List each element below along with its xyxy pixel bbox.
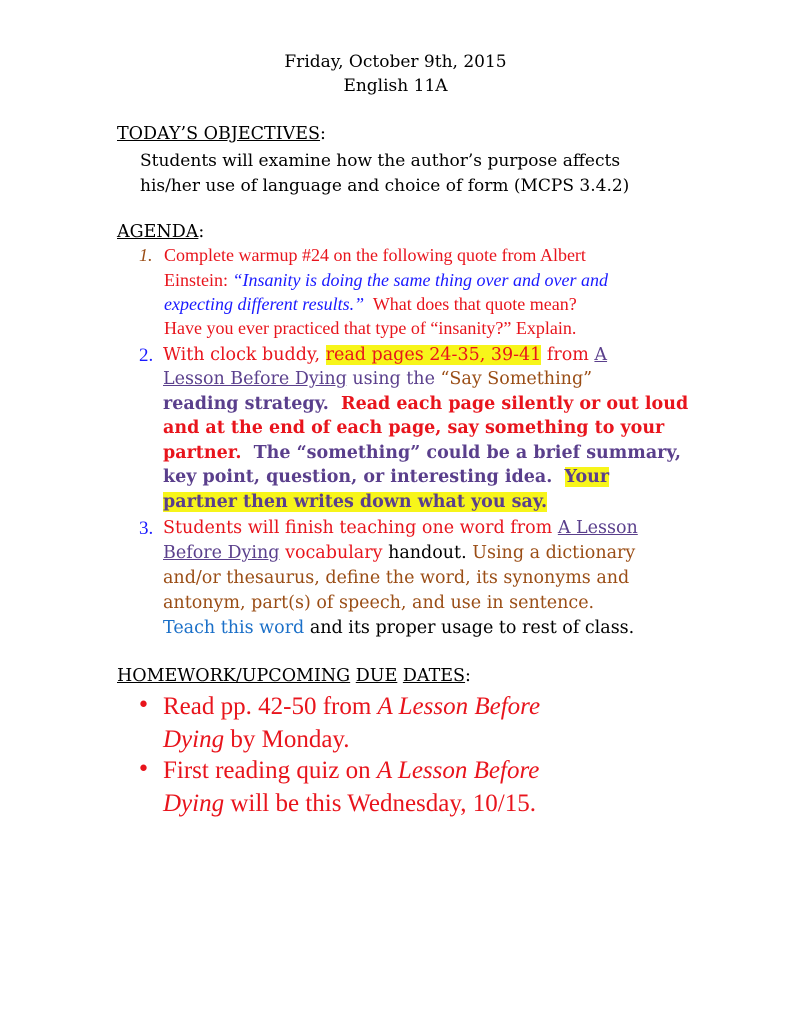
something-definition-text: The “something” could be a brief summary, (241, 443, 681, 463)
by-monday-text: by Monday. (224, 726, 350, 753)
students-finish-text: Students will finish teaching one word from (163, 518, 558, 538)
homework-heading (117, 666, 471, 686)
agenda-item-1-line-2 (164, 270, 608, 291)
reading-pages-highlight: read pages 24-35, 39-41 (325, 345, 542, 365)
book-title-hw1-b: Dying (163, 726, 225, 753)
agenda-item-2-line-5 (163, 443, 681, 463)
book-title-hw1-a: A Lesson Before (377, 693, 541, 720)
homework-2-line-2 (163, 787, 763, 820)
bullet-icon: • (137, 693, 150, 718)
agenda-item-2-line-1 (163, 345, 607, 365)
partner-writes-highlight: partner then writes down what you say. (163, 492, 548, 512)
agenda-item-3-line-4: antonym, part(s) of speech, and use in sentence. (163, 593, 595, 613)
agenda-item-3-line-2 (163, 543, 635, 563)
homework-1-line-2 (163, 723, 763, 756)
proper-usage-text: and its proper usage to rest of class. (304, 618, 635, 638)
agenda-item-1-number: 1. (139, 245, 153, 265)
agenda-item-2-line-7 (163, 492, 547, 512)
wednesday-text: will be this Wednesday, 10/15. (224, 790, 536, 817)
book-title-a: A (594, 345, 608, 365)
vocabulary-text: vocabulary (279, 543, 389, 563)
quote-part-1: “Insanity is doing the same thing over and over and (232, 270, 608, 290)
agenda-colon: : (198, 222, 205, 242)
agenda-item-3-line-3: and/or thesaurus, define the word, its synonyms and (163, 568, 630, 588)
bullet-icon: • (137, 757, 150, 782)
homework-1-line-1 (163, 690, 763, 723)
using-the-text: using the (346, 369, 441, 389)
teach-this-word-text: Teach this word (163, 618, 305, 638)
your-highlight: Your (564, 467, 610, 487)
from-text: from (541, 345, 595, 365)
agenda-item-3-line-1 (163, 518, 638, 538)
agenda-item-1-line-4: Have you ever practiced that type of “insanity?” Explain. (164, 318, 577, 338)
quote-question: What does that quote mean? (364, 294, 577, 314)
homework-2-line-1 (163, 754, 763, 787)
einstein-label: Einstein: (164, 270, 233, 290)
homework-heading-part-c: DATES (402, 666, 466, 686)
homework-heading-part-a: HOMEWORK/UPCOMING (117, 666, 351, 686)
agenda-item-3-number: 3. (139, 518, 154, 539)
agenda-item-2-line-4: and at the end of each page, say something to your (163, 418, 665, 438)
book-title-hw2-a: A Lesson Before (376, 757, 540, 784)
quote-part-2: expecting different results.” (164, 294, 365, 314)
date-line: Friday, October 9th, 2015 (284, 52, 507, 72)
agenda-item-1-line-1: Complete warmup #24 on the following quote from Albert (164, 245, 586, 265)
agenda-heading-text: AGENDA (117, 222, 199, 242)
clock-buddy-text: With clock buddy, (163, 345, 326, 365)
objective-line-2: his/her use of language and choice of form (MCPS 3.4.2) (140, 176, 630, 196)
book-title-part-2: Before Dying (163, 543, 280, 563)
agenda-item-2-line-2 (163, 369, 592, 389)
objectives-heading (117, 124, 326, 144)
read-pp-text: Read pp. 42-50 from (163, 693, 378, 720)
book-title-rest: Lesson Before Dying (163, 369, 347, 389)
handout-text: handout. (388, 543, 467, 563)
agenda-item-2-number: 2. (139, 345, 154, 366)
objectives-heading-text: TODAY’S OBJECTIVES (117, 124, 321, 144)
reading-strategy-text: reading strategy. (163, 394, 342, 414)
first-quiz-text: First reading quiz on (163, 757, 377, 784)
dictionary-text: Using a dictionary (466, 543, 636, 563)
agenda-heading (117, 222, 204, 242)
agenda-item-1-line-3 (164, 294, 577, 315)
book-title-part-1: A Lesson (557, 518, 638, 538)
objective-line-1: Students will examine how the author’s purpose affects (140, 151, 621, 171)
book-title-hw2-b: Dying (163, 790, 225, 817)
homework-heading-part-b: DUE (355, 666, 398, 686)
agenda-item-2-line-3 (163, 394, 688, 414)
course-title: English 11A (343, 76, 448, 96)
agenda-item-2-line-6 (163, 467, 609, 487)
homework-colon: : (465, 666, 471, 686)
key-point-text: key point, question, or interesting idea. (163, 467, 565, 487)
partner-text: partner. (163, 443, 242, 463)
objectives-colon: : (320, 124, 326, 144)
say-something-label: “Say Something” (440, 369, 593, 389)
read-each-page-text: Read each page silently or out loud (341, 394, 689, 414)
agenda-item-3-line-5 (163, 618, 634, 638)
